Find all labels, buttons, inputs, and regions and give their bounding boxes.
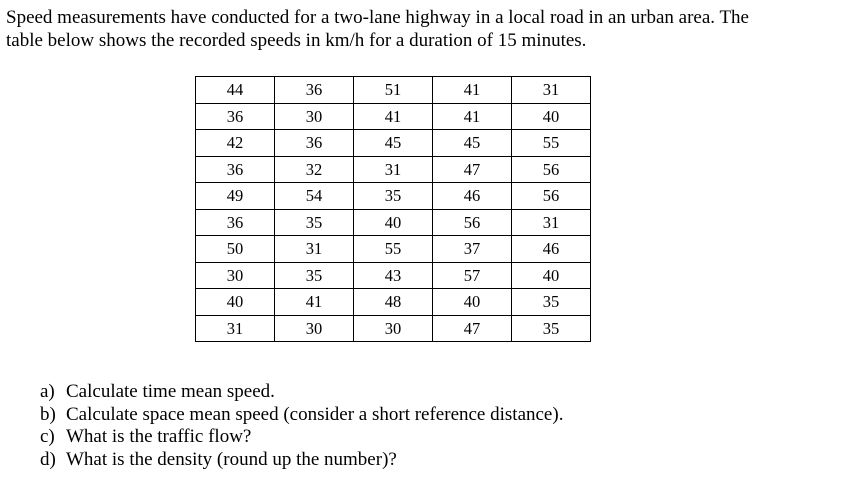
list-item	[40, 449, 563, 472]
table-cell: 55	[512, 130, 591, 157]
speed-table-body	[196, 77, 591, 342]
table-cell: 41	[275, 289, 354, 316]
speed-table	[195, 76, 591, 342]
table-cell: 56	[433, 209, 512, 236]
table-cell: 40	[196, 289, 275, 316]
question-marker: d)	[40, 448, 56, 470]
table-cell: 40	[512, 103, 591, 130]
table-cell: 46	[433, 183, 512, 210]
table-row	[196, 103, 591, 130]
table-cell: 40	[433, 289, 512, 316]
table-cell: 36	[196, 103, 275, 130]
table-cell: 32	[275, 156, 354, 183]
question-marker: a)	[40, 381, 55, 402]
list-item	[40, 404, 563, 427]
table-row	[196, 183, 591, 210]
table-cell: 30	[354, 315, 433, 342]
table-row	[196, 130, 591, 157]
table-cell: 31	[275, 236, 354, 263]
table-cell: 45	[433, 130, 512, 157]
table-cell: 51	[354, 77, 433, 104]
table-cell: 41	[433, 77, 512, 104]
table-cell: 43	[354, 262, 433, 289]
table-row	[196, 289, 591, 316]
table-cell: 36	[196, 209, 275, 236]
list-item	[40, 381, 563, 404]
table-cell: 30	[275, 103, 354, 130]
table-cell: 30	[275, 315, 354, 342]
table-cell: 56	[512, 183, 591, 210]
table-cell: 41	[354, 103, 433, 130]
table-cell: 55	[354, 236, 433, 263]
list-item	[40, 426, 563, 449]
table-cell: 35	[275, 262, 354, 289]
question-marker: c)	[40, 426, 55, 447]
table-cell: 42	[196, 130, 275, 157]
table-cell: 40	[354, 209, 433, 236]
question-list	[40, 381, 563, 471]
table-cell: 37	[433, 236, 512, 263]
table-cell: 50	[196, 236, 275, 263]
intro-line-2: table below shows the recorded speeds in km/h for a duration of 15 minutes.	[6, 30, 587, 51]
table-row	[196, 262, 591, 289]
table-cell: 36	[196, 156, 275, 183]
table-cell: 47	[433, 315, 512, 342]
table-cell: 30	[196, 262, 275, 289]
table-cell: 56	[512, 156, 591, 183]
question-marker: b)	[40, 403, 56, 425]
table-cell: 44	[196, 77, 275, 104]
problem-statement	[6, 6, 836, 52]
table-cell: 54	[275, 183, 354, 210]
table-row	[196, 156, 591, 183]
table-cell: 31	[196, 315, 275, 342]
table-row	[196, 77, 591, 104]
table-cell: 40	[512, 262, 591, 289]
table-cell: 45	[354, 130, 433, 157]
question-text: Calculate space mean speed (consider a short reference distance).	[66, 403, 564, 425]
question-text: Calculate time mean speed.	[66, 381, 275, 402]
table-cell: 57	[433, 262, 512, 289]
table-cell: 46	[512, 236, 591, 263]
table-row	[196, 315, 591, 342]
table-cell: 31	[512, 77, 591, 104]
table-row	[196, 209, 591, 236]
table-cell: 35	[275, 209, 354, 236]
table-row	[196, 236, 591, 263]
intro-line-1: Speed measurements have conducted for a two-lane highway in a local road in an urban area. The	[6, 7, 749, 28]
question-text: What is the traffic flow?	[66, 426, 252, 447]
table-cell: 47	[433, 156, 512, 183]
table-cell: 31	[512, 209, 591, 236]
table-cell: 35	[512, 289, 591, 316]
question-text: What is the density (round up the number)?	[66, 448, 397, 470]
table-cell: 31	[354, 156, 433, 183]
table-cell: 35	[512, 315, 591, 342]
table-cell: 35	[354, 183, 433, 210]
table-cell: 49	[196, 183, 275, 210]
table-cell: 48	[354, 289, 433, 316]
table-cell: 41	[433, 103, 512, 130]
table-cell: 36	[275, 77, 354, 104]
table-cell: 36	[275, 130, 354, 157]
